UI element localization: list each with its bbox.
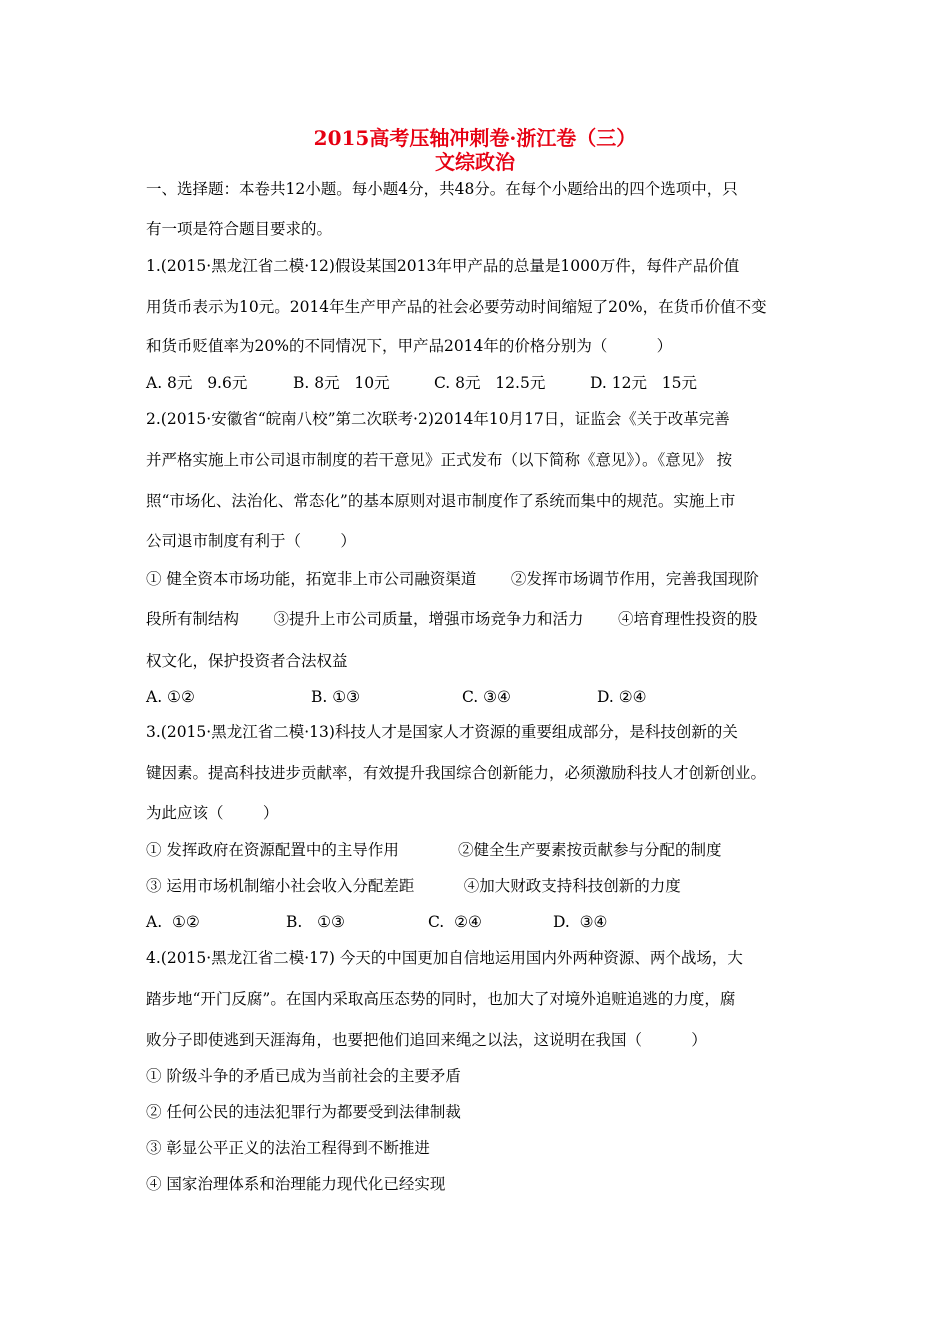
question-2-option-d: D. ②④ bbox=[597, 688, 647, 706]
exam-subject: 文综政治 bbox=[435, 150, 515, 174]
question-4-text: 踏步地“开门反腐”。在国内采取高压态势的同时，也加大了对境外追赃追逃的力度，腐 bbox=[146, 990, 736, 1008]
question-2-text: 并严格实施上市公司退市制度的若干意见》正式发布（以下简称《意见》）。《意见》 按 bbox=[146, 451, 733, 469]
question-2-option-b: B. ①③ bbox=[311, 688, 361, 706]
question-1-option-c: C. 8元 12.5元 bbox=[434, 374, 546, 392]
question-3-option-b: B. ①③ bbox=[286, 913, 345, 931]
question-4-statement: ④ 国家治理体系和治理能力现代化已经实现 bbox=[146, 1175, 446, 1193]
question-2-option-a: A. ①② bbox=[146, 688, 195, 706]
question-4-statement: ① 阶级斗争的矛盾已成为当前社会的主要矛盾 bbox=[146, 1067, 461, 1085]
section-intro-line: 有一项是符合题目要求的。 bbox=[146, 220, 333, 238]
question-3-option-d: D. ③④ bbox=[553, 913, 608, 931]
question-1-option-a: A. 8元 9.6元 bbox=[146, 374, 248, 392]
question-2-text: 公司退市制度有利于（ ） bbox=[146, 532, 356, 550]
exam-title: 2015高考压轴冲刺卷·浙江卷（三） bbox=[313, 126, 637, 150]
question-3-text: 3.(2015·黑龙江省二模·13)科技人才是国家人才资源的重要组成部分，是科技创新的关 bbox=[146, 723, 738, 741]
question-2-statement: 段所有制结构 ③提升上市公司质量，增强市场竞争力和活力 ④培育理性投资的股 bbox=[146, 610, 758, 628]
question-1-text: 和货币贬值率为20%的不同情况下，甲产品2014年的价格分别为（ ） bbox=[146, 337, 673, 355]
question-4-text: 4.(2015·黑龙江省二模·17) 今天的中国更加自信地运用国内外两种资源、两个战场，大 bbox=[146, 949, 743, 967]
question-2-option-c: C. ③④ bbox=[462, 688, 511, 706]
question-1-option-b: B. 8元 10元 bbox=[293, 374, 390, 392]
question-2-text: 2.(2015·安徽省“皖南八校”第二次联考·2)2014年10月17日，证监会《关于改革完善 bbox=[146, 410, 730, 428]
question-1-text: 1.(2015·黑龙江省二模·12)假设某国2013年甲产品的总量是1000万件，每件产品价值 bbox=[146, 257, 740, 275]
question-4-statement: ② 任何公民的违法犯罪行为都要受到法律制裁 bbox=[146, 1103, 461, 1121]
question-1-option-d: D. 12元 15元 bbox=[590, 374, 697, 392]
question-3-text: 键因素。提高科技进步贡献率，有效提升我国综合创新能力，必须激励科技人才创新创业。 bbox=[146, 764, 767, 782]
question-2-text: 照“市场化、法治化、常态化”的基本原则对退市制度作了系统而集中的规范。实施上市 bbox=[146, 492, 736, 510]
question-3-option-a: A. ①② bbox=[146, 913, 200, 931]
question-1-text: 用货币表示为10元。2014年生产甲产品的社会必要劳动时间缩短了20%，在货币价值不变 bbox=[146, 298, 767, 316]
question-2-statement: 权文化，保护投资者合法权益 bbox=[146, 652, 348, 670]
question-2-statement: ① 健全资本市场功能，拓宽非上市公司融资渠道 ②发挥市场调节作用，完善我国现阶 bbox=[146, 570, 759, 588]
question-4-text: 败分子即使逃到天涯海角，也要把他们追回来绳之以法，这说明在我国（ ） bbox=[146, 1031, 707, 1049]
question-4-statement: ③ 彰显公平正义的法治工程得到不断推进 bbox=[146, 1139, 430, 1157]
question-3-text: 为此应该（ ） bbox=[146, 804, 279, 822]
section-intro-line: 一、选择题：本卷共12小题。每小题4分，共48分。在每个小题给出的四个选项中，只 bbox=[146, 180, 738, 198]
question-3-option-c: C. ②④ bbox=[428, 913, 482, 931]
question-3-statement: ① 发挥政府在资源配置中的主导作用 ②健全生产要素按贡献参与分配的制度 bbox=[146, 841, 722, 859]
question-3-statement: ③ 运用市场机制缩小社会收入分配差距 ④加大财政支持科技创新的力度 bbox=[146, 877, 681, 895]
